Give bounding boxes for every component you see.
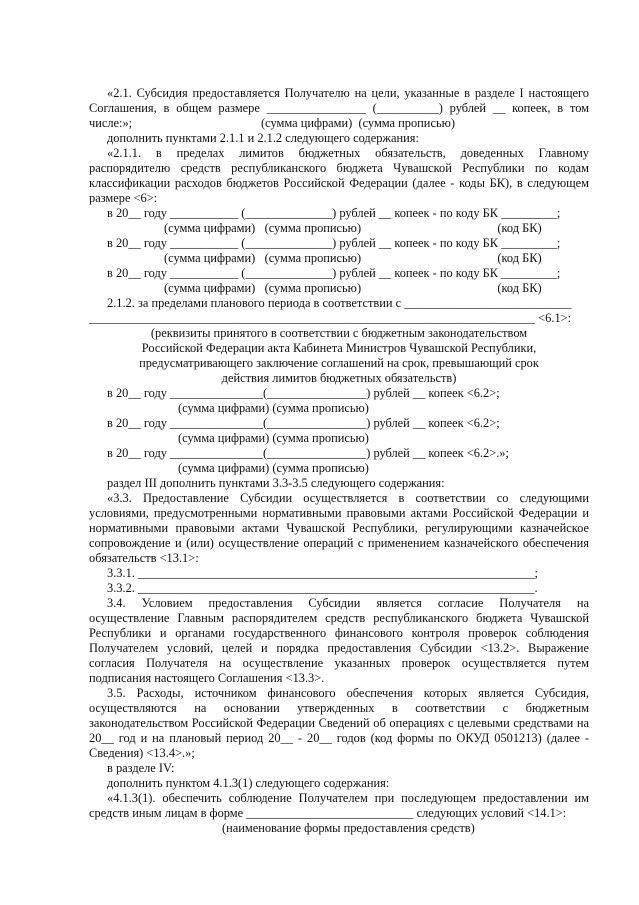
paragraph-2-1-2-line: ________________________________________________________________________ <6.1>: xyxy=(89,311,572,325)
paragraph-3-5-line: осуществляются на основании утвержденных в соответствии с бюджетным xyxy=(89,701,589,715)
caption-line: действия лимитов бюджетных обязательств) xyxy=(221,371,457,385)
paragraph-3-4-line: 3.4. Условием предоставления Субсидии является согласие Получателя на xyxy=(107,596,589,610)
paragraph-4-1-3-line: «4.1.3(1). обеспечить соблюдение Получателем при последующем предоставлении им xyxy=(107,791,589,805)
caption-line: (сумма цифрами) (сумма прописью) xyxy=(178,401,369,415)
caption-line: (сумма цифрами) (сумма прописью) (код БК) xyxy=(164,281,542,295)
paragraph-3-3-line: «3.3. Предоставление Субсидии осуществляется в соответствии со следующими xyxy=(107,491,589,505)
paragraph-2-1-line: Соглашения, в общем размере ________________ (__________) рублей __ копеек, в том числе:»; xyxy=(89,101,589,130)
caption-line: (сумма цифрами) (сумма прописью) xyxy=(178,431,369,445)
text-line: размере <6>: xyxy=(89,191,158,205)
paragraph-2-1-1-line: распорядителю средств республиканского бюджета Чувашской Республики по кодам xyxy=(89,161,589,175)
caption-line: (сумма цифрами) (сумма прописью) xyxy=(178,461,369,475)
amount-line: в 20__ году _______________(________________) рублей __ копеек <6.2>; xyxy=(107,386,500,400)
paragraph-3-4-line: подписания настоящего Соглашения <13.3>. xyxy=(89,671,325,685)
paragraph-2-1-1-line: «2.1.1. в пределах лимитов бюджетных обязательств, доведенных Главному xyxy=(107,146,589,160)
caption-line: (сумма цифрами) (сумма прописью) xyxy=(261,116,455,130)
text-line: раздел III дополнить пунктами 3.3-3.5 следующего содержания: xyxy=(107,476,445,490)
paragraph-3-4-line: осуществление Главным распорядителем средств республиканского бюджета Чувашской xyxy=(89,611,589,625)
text-line: дополнить пунктом 4.1.3(1) следующего содержания: xyxy=(107,776,390,790)
amount-line: в 20__ году _______________(________________) рублей __ копеек <6.2>.»; xyxy=(107,446,509,460)
paragraph-3-5-line: 3.5. Расходы, источником финансового обеспечения которых является Субсидия, xyxy=(107,686,589,700)
paragraph-2-1-1-line: классификации расходов бюджетов Российской Федерации (далее - коды БК), в следующем xyxy=(89,176,589,190)
item-3-3-2: 3.3.2. ________________________________________________________________. xyxy=(107,581,538,595)
paragraph-3-5-line: 20__ год и на плановый период 20__ - 20__ годов (код формы по ОКУД 0501213) (далее - xyxy=(89,731,589,745)
amount-line: в 20__ году _______________(________________) рублей __ копеек <6.2>; xyxy=(107,416,500,430)
paragraph-3-3-line: условиями, предусмотренными нормативными правовыми актами Российской Федерации и xyxy=(89,506,589,520)
paragraph-2-1-2-line: 2.1.2. за пределами планового периода в соответствии с ___________________________ xyxy=(107,296,572,310)
text-line: в разделе IV: xyxy=(107,761,175,775)
amount-line: в 20__ году ___________ (______________) рублей __ копеек - по коду БК _________; xyxy=(107,206,561,220)
paragraph-3-5-line: Сведения) <13.4>.»; xyxy=(89,746,195,760)
paragraph-3-4-line: согласия Получателя на осуществление указанных проверок осуществляется путем xyxy=(89,656,589,670)
caption-line: (наименование формы предоставления средств) xyxy=(222,821,475,835)
paragraph-4-1-3-line: средств иным лицам в форме ___________________________ следующих условий <14.1>: xyxy=(89,806,567,820)
item-3-3-1: 3.3.1. ________________________________________________________________; xyxy=(107,566,538,580)
caption-line: предусматривающего заключение соглашений на срок, превышающий срок xyxy=(139,356,539,370)
caption-line: (реквизиты принятого в соответствии с бюджетным законодательством xyxy=(150,326,528,340)
caption-line: Российской Федерации акта Кабинета Министров Чувашской Республики, xyxy=(141,341,537,355)
paragraph-3-3-line: сопровождение и (или) осуществление операций с применением казначейского обеспечения xyxy=(89,536,589,550)
amount-line: в 20__ году ___________ (______________) рублей __ копеек - по коду БК _________; xyxy=(107,266,561,280)
text-line: дополнить пунктами 2.1.1 и 2.1.2 следующего содержания: xyxy=(107,131,419,145)
paragraph-3-3-line: нормативными правовыми актами Чувашской Республики, регулирующими казначейское xyxy=(89,521,589,535)
paragraph-3-4-line: Получателем условий, целей и порядка предоставления Субсидии <13.2>. Выражение xyxy=(89,641,589,655)
paragraph-3-5-line: законодательством Российской Федерации Сведений об операциях с целевыми средствами на xyxy=(89,716,589,730)
caption-line: (сумма цифрами) (сумма прописью) (код БК) xyxy=(164,251,542,265)
paragraph-3-4-line: Республики и органами государственного финансового контроля проверок соблюдения xyxy=(89,626,589,640)
paragraph-3-3-line: обязательств <13.1>: xyxy=(89,551,199,565)
paragraph-2-1-line: «2.1. Субсидия предоставляется Получателю на цели, указанные в разделе I настоящего xyxy=(107,86,589,100)
caption-line: (сумма цифрами) (сумма прописью) (код БК) xyxy=(164,221,542,235)
amount-line: в 20__ году ___________ (______________) рублей __ копеек - по коду БК _________; xyxy=(107,236,561,250)
